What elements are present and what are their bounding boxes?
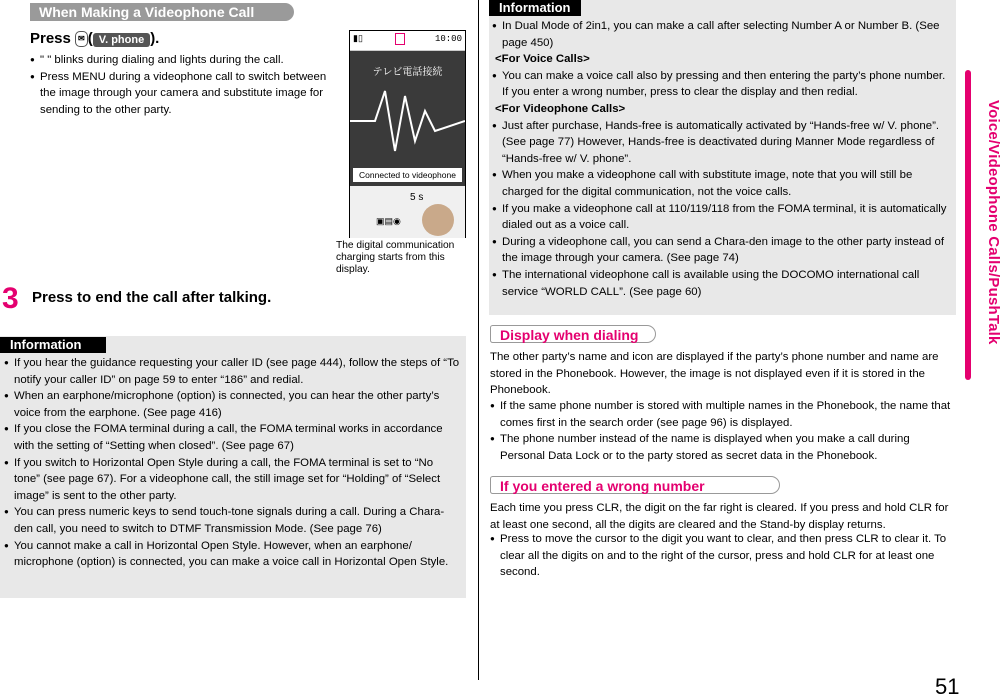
list-item: ● You can make a voice call also by pressing and then entering the party’s phone number. If you enter a wrong number, press to clear the display and then redial. bbox=[492, 68, 952, 101]
phone-video-area bbox=[350, 51, 465, 186]
information-label-left: Information bbox=[0, 337, 106, 353]
status-icons: ▣▤◉ bbox=[376, 216, 401, 226]
list-item: ● If you hear the guidance requesting your caller ID (see page 444), follow the steps of “To notify your caller ID” on page 59 to enter “186” and redial. bbox=[4, 355, 462, 388]
step3-number: 3 bbox=[2, 282, 19, 315]
list-item: ● In Dual Mode of 2in1, you can make a call after selecting Number A or Number B. (See page 450) bbox=[492, 18, 952, 51]
list-item: ● The phone number instead of the name is displayed when you make a call during Personal Data Lock or to the party stored as secret data in the Phonebook. bbox=[490, 431, 952, 464]
face-avatar bbox=[422, 204, 454, 236]
list-item: ● If the same phone number is stored with multiple names in the Phonebook, the name that comes first in the search order (see page 96) is displayed. bbox=[490, 398, 952, 431]
list-item: ● The international videophone call is available using the DOCOMO international call service “WORLD CALL”. (See page 60) bbox=[492, 267, 952, 300]
step3-instruction: Press to end the call after talking. bbox=[32, 289, 272, 306]
chapter-title: Voice/Videophone Calls/PushTalk bbox=[985, 100, 1002, 345]
list-item: ● If you make a videophone call at 110/119/118 from the FOMA terminal, it is automatically dialed out as a voice call. bbox=[492, 201, 952, 234]
list-item: ● When you make a videophone call with substitute image, note that you will still be charged for the digital communication, not the voice calls. bbox=[492, 167, 952, 200]
phone-screen-illustration bbox=[349, 30, 466, 238]
screen-caption: The digital communication charging starts from this display. bbox=[336, 240, 455, 276]
list-item: ● Press MENU during a videophone call to switch between the image through your camera and substitute image for sending to the other party. bbox=[30, 69, 330, 119]
call-timer: 5 s bbox=[410, 192, 424, 203]
v-phone-softkey: V. phone bbox=[93, 33, 150, 47]
clock: 10:00 bbox=[434, 34, 462, 44]
connected-banner: Connected to videophone bbox=[353, 168, 462, 182]
phone-status-bar bbox=[350, 31, 465, 51]
list-item: ● You cannot make a call in Horizontal Open Style. However, when an earphone/ microphone (option) is connected, you can make a voice call in Horizontal Open Style. bbox=[4, 538, 462, 571]
list-item: ● You can press numeric keys to send touch-tone signals during a call. During a Chara-den call, you need to switch to DTMF Transmission Mode. (See page 76) bbox=[4, 504, 462, 537]
list-subheading: <For Voice Calls> bbox=[495, 53, 590, 66]
mail-key-icon: ✉ bbox=[75, 31, 88, 47]
information-bullets-right bbox=[492, 18, 952, 300]
list-item: ● If you switch to Horizontal Open Style during a call, the FOMA terminal is set to “No tone” (see page 67). For a videophone call, the still image set for “Holding” of “Select image” is sent to the other party. bbox=[4, 455, 462, 505]
signal-icon: ▮▯ bbox=[353, 34, 363, 44]
waveform-graphic bbox=[350, 81, 465, 161]
display-bullets bbox=[490, 398, 952, 464]
information-bullets-left bbox=[4, 355, 462, 571]
wrong-number-paragraph: Each time you press CLR, the digit on the far right is cleared. If you press and hold CLR for at least one second, all the digits are cleared and the Stand-by display returns. bbox=[490, 502, 949, 531]
list-item: ● During a videophone call, you can send a Chara-den image to the other party instead of the image through your camera. (See page 74) bbox=[492, 234, 952, 267]
column-divider bbox=[478, 0, 479, 680]
calling-icon bbox=[395, 33, 405, 45]
list-item: ● When an earphone/microphone (option) is connected, you can hear the other party’s voice from the earphone. (See page 416) bbox=[4, 388, 462, 421]
list-item: ● Press to move the cursor to the digit you want to clear, and then press CLR to clear it. To clear all the digits on and to the right of the cursor, press and hold CLR for at least one second. bbox=[490, 531, 952, 581]
list-subheading: <For Videophone Calls> bbox=[495, 102, 626, 115]
list-item: ● Just after purchase, Hands-free is automatically activated by “Hands-free w/ V. phone”. (See page 77) However, Hands-free is deactivated during Manner Mode regardless of “Hands-free w/ V. phone”. bbox=[492, 118, 952, 168]
section-header-display-when-dialing: Display when dialing bbox=[490, 325, 656, 343]
page-number: 51 bbox=[935, 674, 960, 699]
chapter-side-bar bbox=[965, 70, 971, 380]
section-header-making-videophone-call: When Making a Videophone Call bbox=[30, 3, 294, 21]
step2-instruction: Press ✉ ( V. phone ). bbox=[30, 30, 160, 47]
phone-lower-area bbox=[350, 186, 465, 238]
information-label-right: Information bbox=[489, 0, 581, 16]
list-item: ● " " blinks during dialing and lights during the call. bbox=[30, 52, 330, 69]
connecting-title: テレビ電話接続 bbox=[372, 67, 443, 78]
display-paragraph: The other party’s name and icon are displayed if the party’s phone number and name are stored in the Phonebook. However, the image is not displayed even if it is stored in the Phonebook. bbox=[490, 351, 939, 397]
step2-bullets bbox=[30, 52, 330, 118]
wrong-number-bullets bbox=[490, 531, 952, 581]
list-item: ● If you close the FOMA terminal during a call, the FOMA terminal works in accordance with the setting of “Setting when closed”. (See page 67) bbox=[4, 421, 462, 454]
press-prefix: Press bbox=[30, 30, 76, 47]
section-header-wrong-number: If you entered a wrong number bbox=[490, 476, 780, 494]
press-suffix: ). bbox=[150, 30, 160, 47]
